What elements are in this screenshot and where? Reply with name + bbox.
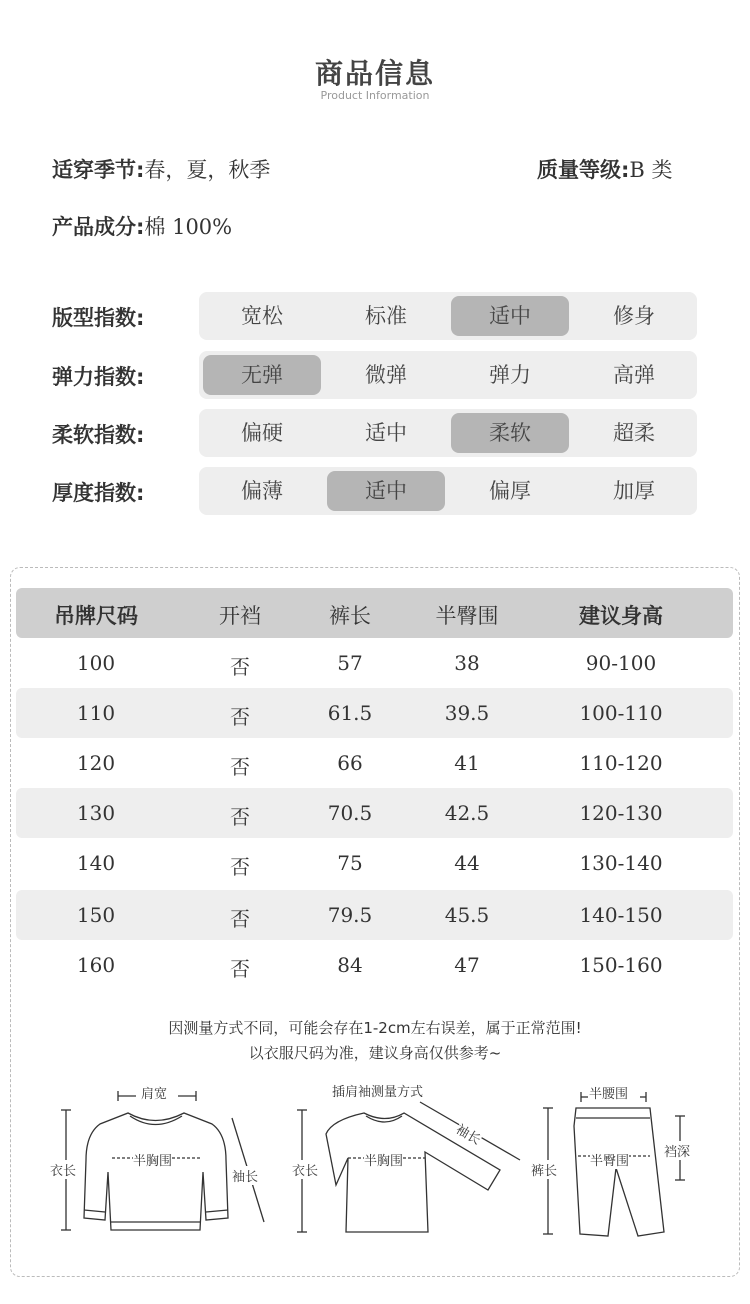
table-cell: 39.5 [444, 701, 490, 725]
table-cell: 38 [454, 651, 480, 675]
index-option: 超柔 [613, 421, 655, 445]
index-bar [199, 409, 697, 457]
table-cell: 70.5 [327, 801, 373, 825]
table-cell: 79.5 [327, 903, 373, 927]
index-option: 修身 [613, 304, 655, 328]
raglan-length-label: 衣长 [292, 1160, 318, 1179]
quality-value: B 类 [629, 158, 673, 182]
index-row-softness [52, 409, 702, 457]
measurement-note: 因测量方式不同，可能会存在1-2cm左右误差，属于正常范围! [168, 1019, 582, 1037]
table-row [16, 788, 733, 838]
index-row-fit [52, 292, 702, 340]
table-cell: 否 [230, 655, 250, 679]
raglan-title: 插肩袖测量方式 [332, 1085, 424, 1100]
table-cell: 150-160 [579, 953, 663, 977]
table-row [16, 890, 733, 940]
table-cell: 120-130 [579, 801, 663, 825]
index-option: 弹力 [489, 363, 531, 387]
table-cell: 130 [76, 801, 116, 825]
index-option: 适中 [327, 471, 445, 511]
header-half-hip: 半臀围 [435, 604, 499, 628]
table-cell: 100-110 [579, 701, 663, 725]
page-subtitle: Product Information [320, 89, 430, 102]
table-cell: 61.5 [327, 701, 373, 725]
table-cell: 66 [337, 751, 363, 775]
shoulder-label: 肩宽 [141, 1087, 168, 1102]
index-row-thickness [52, 467, 702, 515]
table-cell: 140 [76, 851, 116, 875]
header-open-crotch: 开裆 [219, 604, 261, 628]
index-option: 适中 [451, 296, 569, 336]
table-cell: 90-100 [585, 651, 657, 675]
index-option: 标准 [365, 304, 407, 328]
index-option: 偏薄 [241, 479, 283, 503]
size-note: 以衣服尺码为准，建议身高仅供参考~ [248, 1044, 502, 1062]
table-cell: 75 [337, 851, 363, 875]
table-cell: 否 [230, 957, 250, 981]
table-cell: 150 [76, 903, 116, 927]
raglan-chest-label: 半胸围 [364, 1150, 403, 1169]
sweater-length-label: 衣长 [50, 1160, 76, 1179]
index-bar [199, 351, 697, 399]
material-key: 产品成分: [52, 215, 145, 239]
sweater-sleeve-label: 袖长 [232, 1166, 258, 1185]
index-bar [199, 292, 697, 340]
pants-hip-label: 半臀围 [590, 1150, 629, 1169]
index-option: 无弹 [203, 355, 321, 395]
index-option: 宽松 [241, 304, 283, 328]
index-label: 柔软指数: [52, 423, 145, 447]
index-option: 高弹 [613, 363, 655, 387]
page-title: 商品信息 [314, 57, 435, 90]
index-row-elasticity [52, 351, 702, 399]
table-cell: 44 [454, 851, 480, 875]
table-cell: 120 [76, 751, 116, 775]
index-label: 厚度指数: [52, 481, 145, 505]
material-value: 棉 100% [144, 215, 233, 239]
table-cell: 160 [76, 953, 116, 977]
table-cell: 130-140 [579, 851, 663, 875]
table-row [16, 940, 733, 990]
table-cell: 否 [230, 805, 250, 829]
raglan-sleeve-label: 袖长 [453, 1119, 485, 1148]
index-option: 加厚 [613, 479, 655, 503]
table-cell: 84 [337, 953, 363, 977]
header-tag-size: 吊牌尺码 [54, 604, 138, 628]
table-cell: 42.5 [444, 801, 490, 825]
header-pants-length: 裤长 [329, 604, 371, 628]
season-info [52, 154, 270, 184]
table-cell: 110-120 [579, 751, 663, 775]
table-row [16, 688, 733, 738]
table-cell: 57 [337, 651, 363, 675]
index-label: 弹力指数: [52, 365, 145, 389]
quality-key: 质量等级: [537, 158, 630, 182]
index-option: 微弹 [365, 363, 407, 387]
table-cell: 100 [76, 651, 116, 675]
index-bar [199, 467, 697, 515]
table-cell: 否 [230, 705, 250, 729]
index-label: 版型指数: [52, 306, 145, 330]
sweater-chest-label: 半胸围 [133, 1150, 172, 1169]
table-cell: 41 [454, 751, 480, 775]
size-table-header [16, 588, 733, 638]
header-suggested-height: 建议身高 [579, 604, 663, 628]
season-key: 适穿季节: [52, 158, 145, 182]
table-cell: 45.5 [444, 903, 490, 927]
index-option: 适中 [365, 421, 407, 445]
material-info [52, 211, 232, 241]
quality-info [537, 154, 673, 184]
rise-label: 裆深 [664, 1141, 690, 1160]
table-cell: 否 [230, 755, 250, 779]
pants-length-label: 裤长 [531, 1160, 557, 1179]
table-row [16, 738, 733, 788]
table-cell: 否 [230, 907, 250, 931]
season-value: 春，夏，秋季 [144, 158, 271, 182]
table-cell: 140-150 [579, 903, 663, 927]
table-row [16, 838, 733, 888]
table-cell: 否 [230, 855, 250, 879]
waist-label: 半腰围 [589, 1083, 628, 1102]
index-option: 偏硬 [241, 421, 283, 445]
table-cell: 110 [76, 701, 116, 725]
index-option: 偏厚 [489, 479, 531, 503]
index-option: 柔软 [451, 413, 569, 453]
table-cell: 47 [454, 953, 480, 977]
table-row [16, 638, 733, 688]
